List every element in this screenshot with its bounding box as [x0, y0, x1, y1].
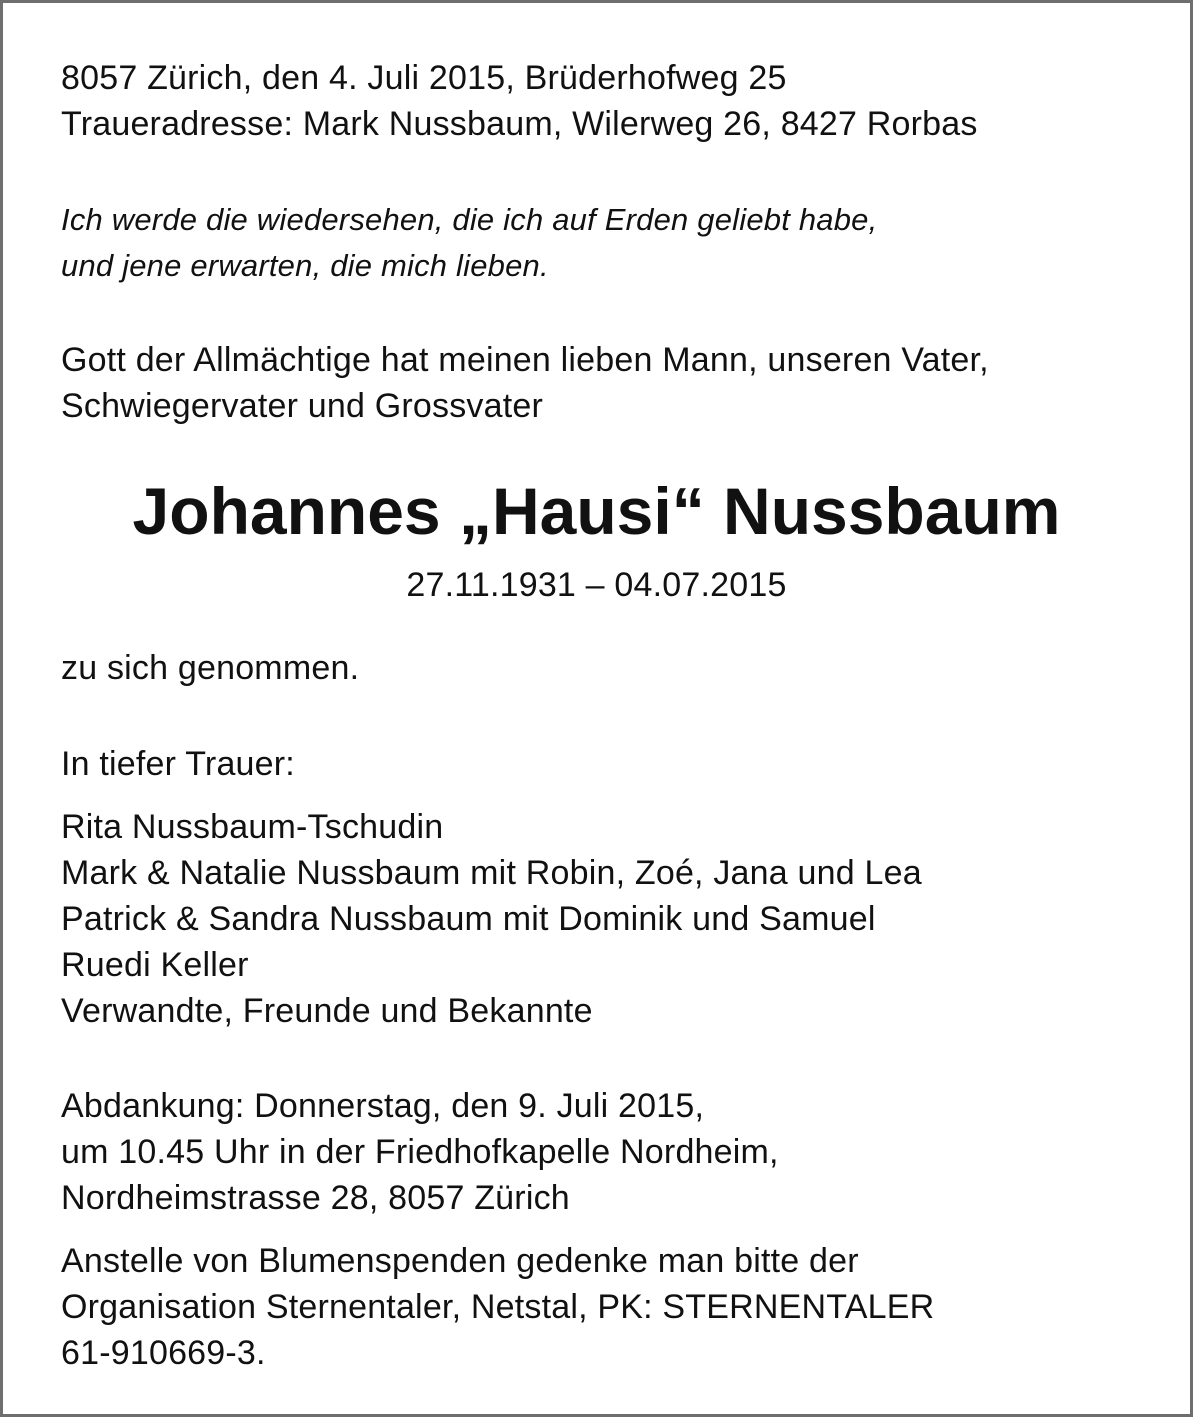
- donation-line: Anstelle von Blumenspenden gedenke man bitte der: [61, 1242, 859, 1280]
- service-line: um 10.45 Uhr in der Friedhofkapelle Nordheim,: [61, 1133, 779, 1171]
- mourner-name: Mark & Natalie Nussbaum mit Robin, Zoé, Jana und Lea: [61, 854, 922, 892]
- service-line: Abdankung: Donnerstag, den 9. Juli 2015,: [61, 1087, 705, 1125]
- closing-text: [61, 645, 1150, 691]
- closing-line: zu sich genommen.: [61, 649, 360, 687]
- header-address: [61, 55, 1150, 147]
- mourner-name: Verwandte, Freunde und Bekannte: [61, 992, 593, 1030]
- header-line: Traueradresse: Mark Nussbaum, Wilerweg 26, 8427 Rorbas: [61, 105, 978, 143]
- verse-quote: [61, 197, 1150, 289]
- deceased-dates: 27.11.1931 – 04.07.2015: [406, 566, 787, 604]
- donation-note: [61, 1238, 1150, 1376]
- verse-line: und jene erwarten, die mich lieben.: [61, 248, 549, 283]
- mourners-heading-text: In tiefer Trauer:: [61, 745, 295, 783]
- donation-line: Organisation Sternentaler, Netstal, PK: STERNENTALER: [61, 1288, 935, 1326]
- deceased-name: Johannes „Hausi“ Nussbaum: [132, 474, 1061, 548]
- mourners-heading: [61, 741, 1150, 787]
- mourner-name: Ruedi Keller: [61, 946, 249, 984]
- mourners-list: [61, 804, 1150, 1034]
- announcement: [61, 337, 1150, 429]
- service-line: Nordheimstrasse 28, 8057 Zürich: [61, 1179, 570, 1217]
- mourner-name: Rita Nussbaum-Tschudin: [61, 808, 444, 846]
- mourner-name: Patrick & Sandra Nussbaum mit Dominik und Samuel: [61, 900, 876, 938]
- announcement-line: Gott der Allmächtige hat meinen lieben Mann, unseren Vater,: [61, 341, 989, 379]
- verse-line: Ich werde die wiedersehen, die ich auf Erden geliebt habe,: [61, 202, 878, 237]
- donation-line: 61-910669-3.: [61, 1334, 266, 1372]
- announcement-line: Schwiegervater und Grossvater: [61, 387, 544, 425]
- header-line: 8057 Zürich, den 4. Juli 2015, Brüderhofweg 25: [61, 59, 787, 97]
- service-details: [61, 1083, 1150, 1221]
